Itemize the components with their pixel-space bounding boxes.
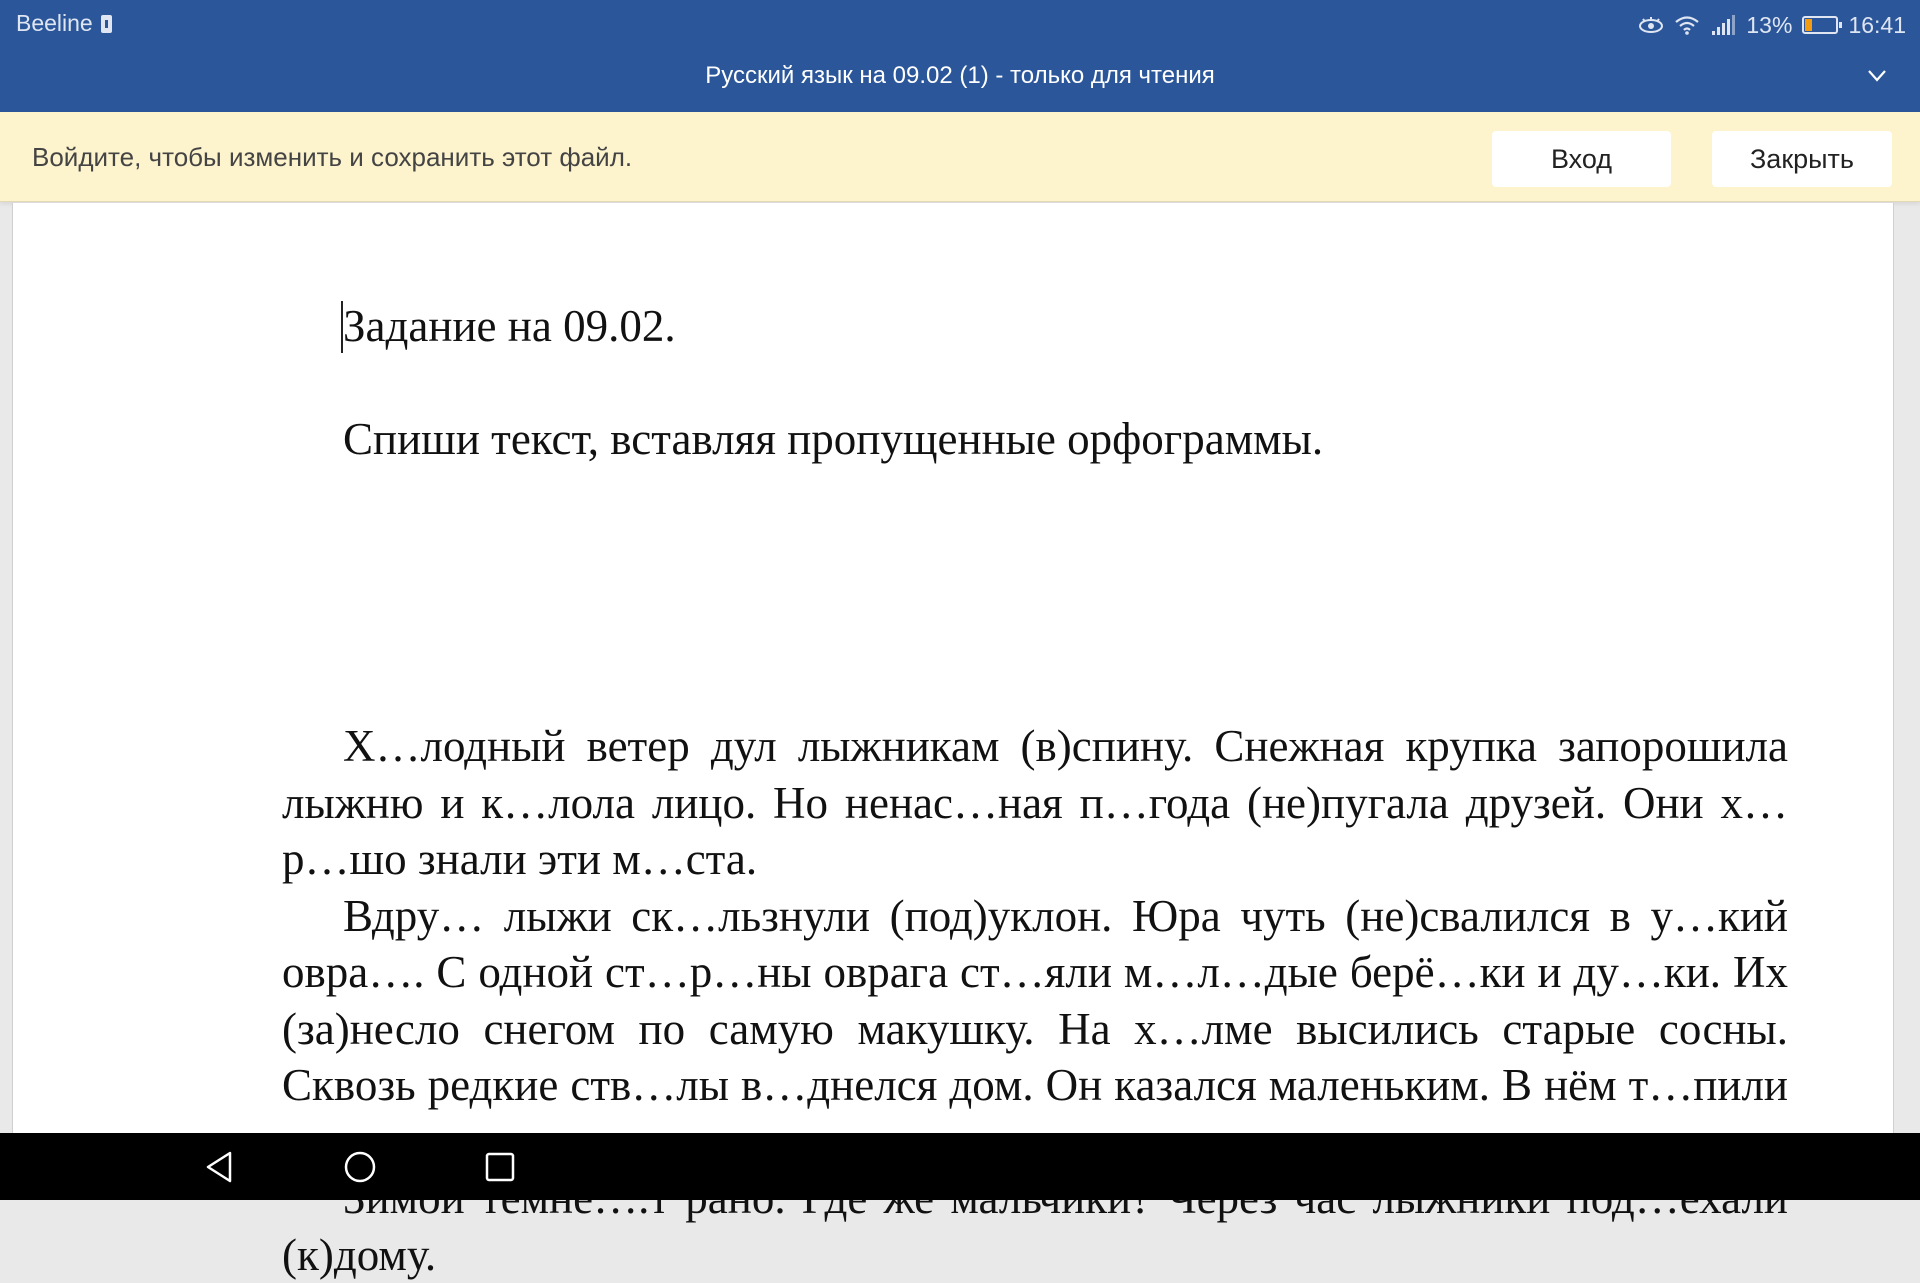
status-bar	[0, 0, 1920, 50]
recent-apps-square-icon[interactable]	[480, 1149, 520, 1185]
sim-card-icon	[101, 15, 112, 33]
close-button[interactable]: Закрыть	[1712, 131, 1892, 187]
chevron-down-icon[interactable]	[1868, 70, 1886, 82]
battery-percent: 13%	[1746, 11, 1793, 38]
paragraph: (к)дому.	[282, 1229, 437, 1280]
login-button[interactable]: Вход	[1492, 131, 1671, 187]
back-triangle-icon[interactable]	[200, 1149, 240, 1185]
home-circle-icon[interactable]	[340, 1149, 380, 1185]
task-heading: Задание на 09.02.	[343, 301, 676, 351]
wifi-icon	[1674, 14, 1700, 36]
document-page[interactable]	[12, 203, 1894, 1280]
status-indicators	[1638, 10, 1906, 40]
signal-icon	[1710, 14, 1736, 36]
notification-message: Войдите, чтобы изменить и сохранить этот файл.	[32, 142, 633, 172]
task-instruction: Спиши текст, вставляя пропущенные орфограммы.	[343, 414, 1324, 464]
battery-icon	[1802, 16, 1838, 34]
clock: 16:41	[1848, 11, 1906, 38]
eye-comfort-icon	[1638, 16, 1664, 34]
document-title: Русский язык на 09.02 (1) - только для чтения	[705, 62, 1215, 89]
carrier-info	[16, 10, 112, 37]
app-header	[0, 0, 1920, 112]
paragraph: Х…лодный ветер дул лыжникам (в)спину. Снежная крупка запорошила лыжню и к…лола лицо. Но ненас…ная п…года (не)пугала друзей. Они х…р…шо знали эти м…ста.	[282, 721, 1788, 884]
paragraph: Вдру… лыжи ск…льзнули (под)уклон. Юра чуть (не)свалился в у…кий овра…. С одной ст…р…ны оврага ст…яли м…л…дые берё…ки и ду…ки. Их (за)несло снегом по самую макушку. На х…лме высились старые сосны. Сквозь редкие ств…лы в…днелся дом. Он казался маленьким. В нём т…пили	[282, 890, 1788, 1110]
carrier-name: Beeline	[16, 10, 93, 36]
android-navigation-bar	[0, 1133, 1920, 1200]
sign-in-notification	[0, 112, 1920, 202]
